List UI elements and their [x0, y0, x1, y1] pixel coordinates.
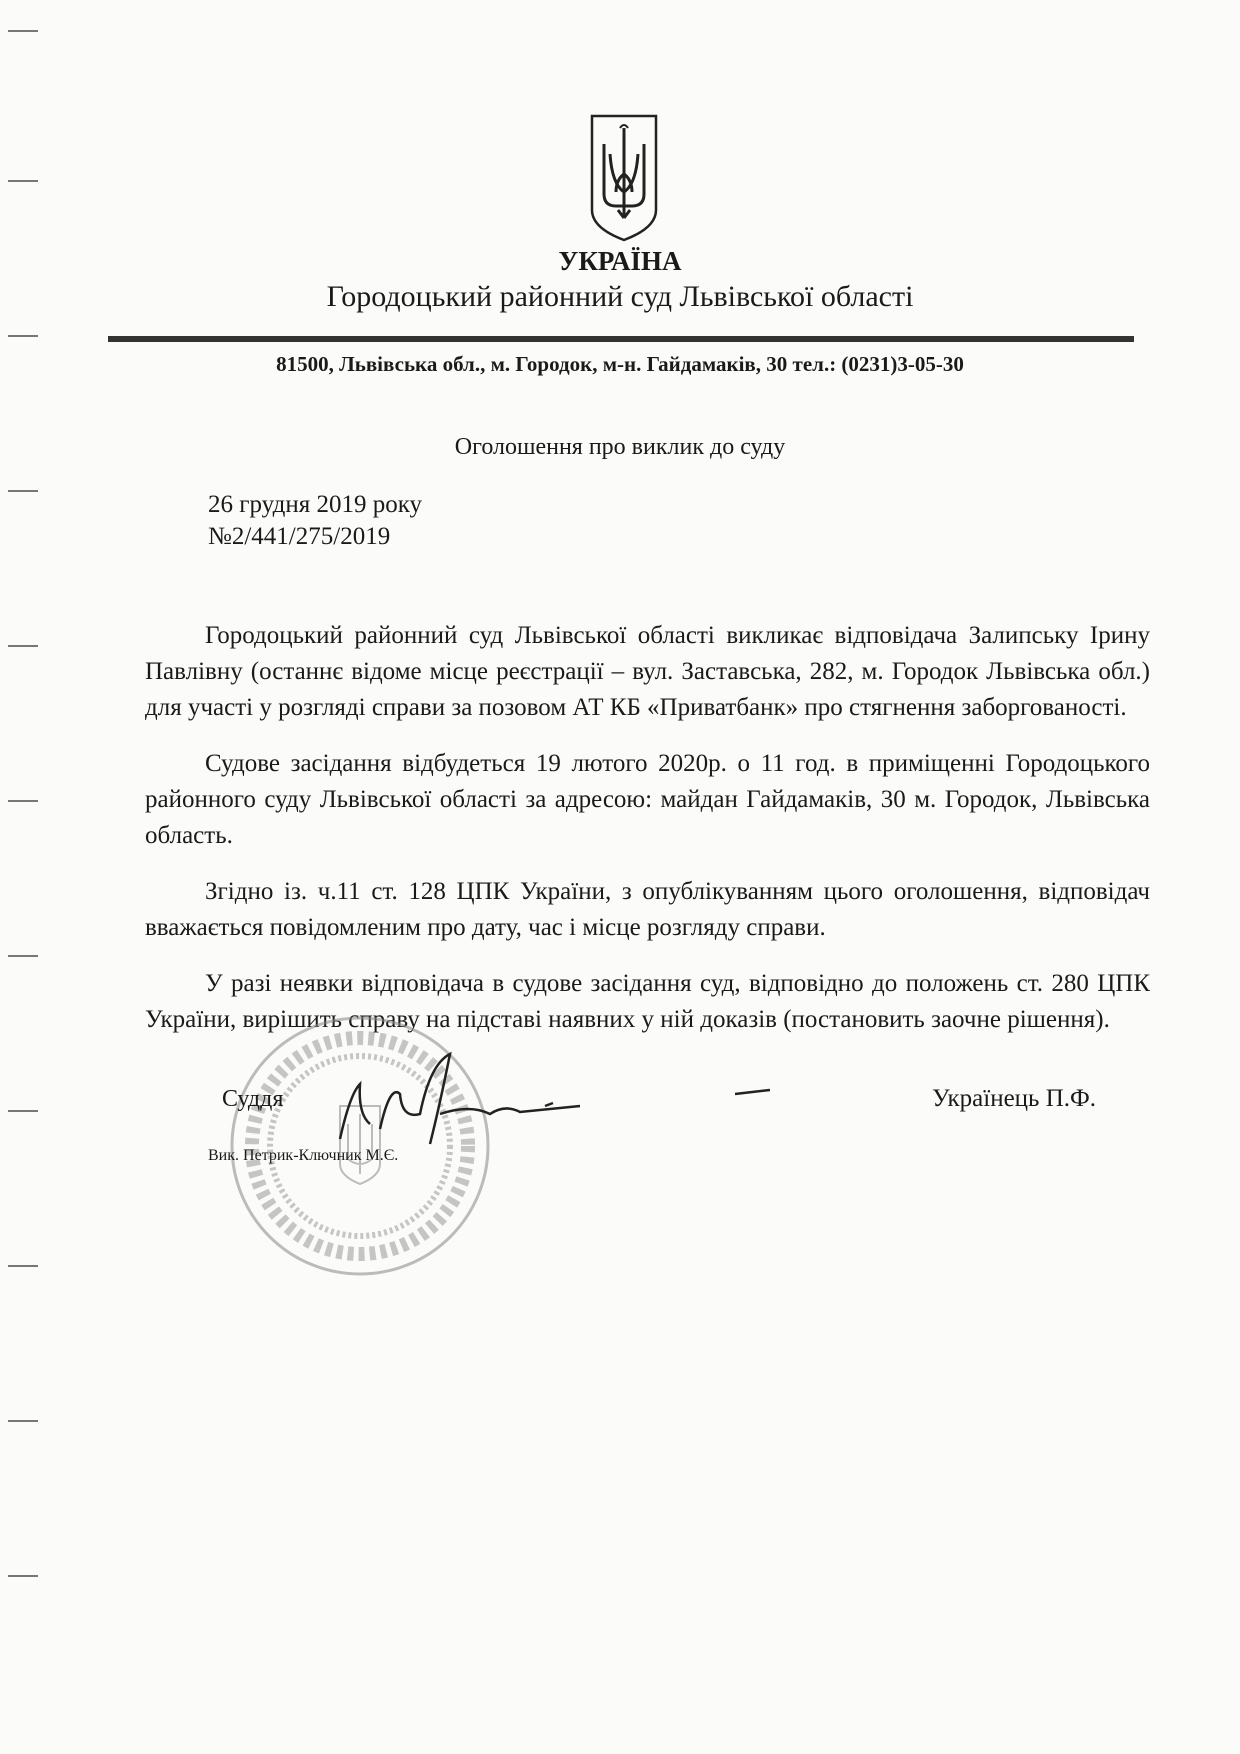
judge-label: Суддя [222, 1086, 284, 1112]
country-heading: УКРАЇНА [558, 246, 682, 276]
document-title: Оголошення про виклик до суду [454, 434, 786, 460]
court-name: Городоцький районний суд Львівської області [326, 280, 914, 313]
case-number: №2/441/275/2019 [208, 523, 391, 550]
scan-margin-mark [8, 645, 38, 647]
scan-margin-mark [8, 1575, 38, 1577]
signature-block [145, 1074, 1150, 1274]
document-date: 26 грудня 2019 року [208, 491, 422, 518]
scan-margin-mark [8, 1110, 38, 1112]
paragraph-notice: Згідно із. ч.11 ст. 128 ЦПК України, з опублікуванням цього оголошення, відповідач вважається повідомленим про дату, час і місце розгляду справи. [145, 878, 1150, 941]
executor-name: Вик. Петрик-Ключник М.Є. [208, 1147, 399, 1164]
header-divider [108, 336, 1134, 342]
scan-margin-mark [8, 335, 38, 337]
coat-of-arms-icon [590, 114, 658, 242]
document-body [145, 618, 1150, 1274]
scan-margin-mark [8, 1265, 38, 1267]
court-address: 81500, Львівська обл., м. Городок, м-н. Гайдамаків, 30 тел.: (0231)3-05-30 [276, 352, 964, 376]
handwritten-signature [330, 1044, 770, 1154]
scan-margin-mark [8, 1420, 38, 1422]
paragraph-summons: Городоцький районний суд Львівської області викликає відповідача Залипську Ірину Павлівну (останнє відоме місце реєстрації – вул. Заставська, 282, м. Городок Львівська обл.) для участі у розгляді справи за позовом АТ КБ «Приватбанк» про стягнення заборгованості. [145, 622, 1150, 721]
judge-name: Українець П.Ф. [932, 1085, 1097, 1112]
scan-margin-mark [8, 955, 38, 957]
scan-margin-mark [8, 180, 38, 182]
paragraph-hearing: Судове засідання відбудеться 19 лютого 2020р. о 11 год. в приміщенні Городоцького районного суду Львівської області за адресою: майдан Гайдамаків, 30 м. Городок, Львівська область. [145, 750, 1150, 849]
paragraph-default: У разі неявки відповідача в судове засідання суд, відповідно до положень ст. 280 ЦПК України, вирішить справу на підставі наявних у ній доказів (постановить заочне рішення). [145, 970, 1150, 1033]
scan-margin-mark [8, 30, 38, 32]
scan-margin-mark [8, 800, 38, 802]
scan-margin-mark [8, 490, 38, 492]
